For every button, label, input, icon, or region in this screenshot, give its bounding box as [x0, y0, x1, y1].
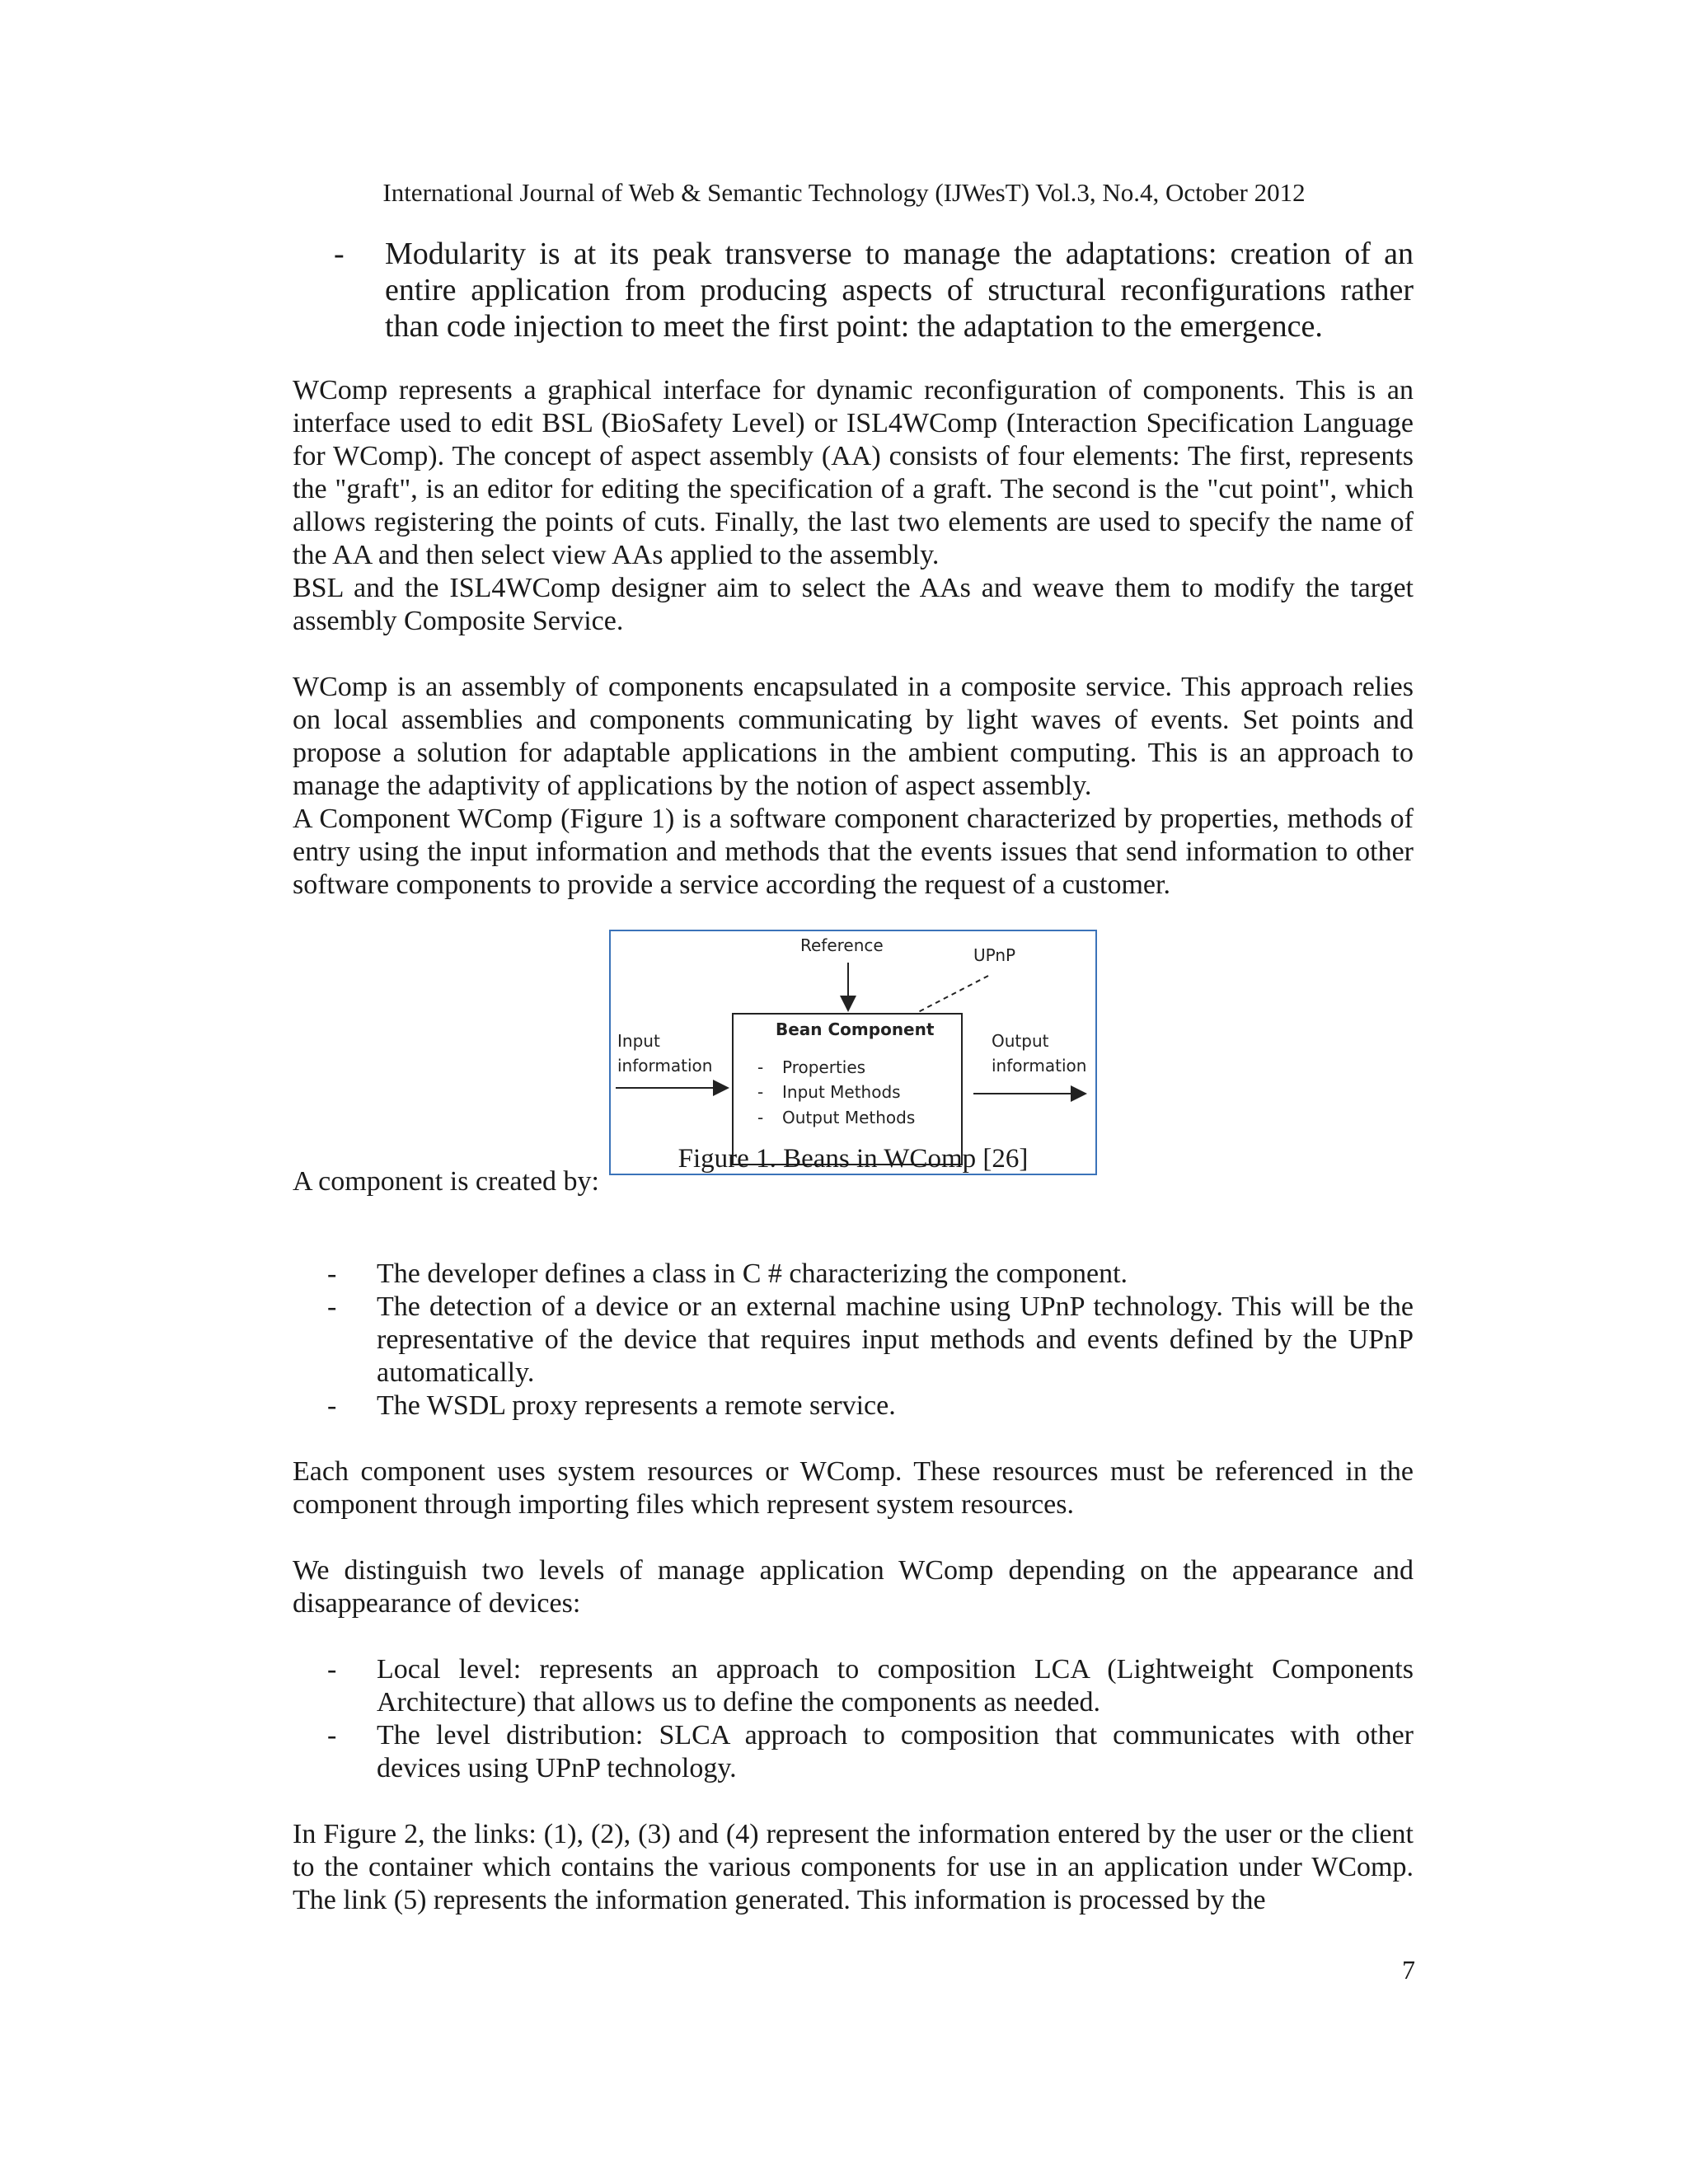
list-item: [293, 1653, 1414, 1719]
output-label-line1: Output: [992, 1031, 1049, 1051]
bean-item-input-methods: Input Methods: [782, 1082, 901, 1102]
list-item: [293, 1719, 1414, 1785]
list-item-text: The WSDL proxy represents a remote service.: [377, 1390, 896, 1421]
paragraph-figure-2-links: In Figure 2, the links: (1), (2), (3) and (4) represent the information entered by the user or the client to the container which contains the various components for use in an application under WComp. The link (5) represents the information generated. This information is processed by the: [293, 1819, 1414, 1915]
bean-dash-2: -: [757, 1082, 764, 1102]
bean-dash-3: -: [757, 1108, 764, 1127]
input-label-line1: Input: [617, 1031, 660, 1051]
bullet-dash: -: [327, 1291, 337, 1322]
paragraph-component-wcomp: A Component WComp (Figure 1) is a software component characterized by properties, methods of entry using the input information and methods that the events issues that send information to other software components to provide a service according the request of a customer.: [293, 804, 1414, 900]
paragraph-two-levels: We distinguish two levels of manage application WComp depending on the appearance and disappearance of devices:: [293, 1555, 1414, 1619]
intro-bullet-text: Modularity is at its peak transverse to manage the adaptations: creation of an entire application from producing aspects of structural reconfigurations rather than code injection to meet the first point: the adaptation to the emergence.: [385, 237, 1414, 344]
paragraph-wcomp-assembly: WComp is an assembly of components encapsulated in a composite service. This approach relies on local assemblies and components communicating by light waves of events. Set points and propose a solution for adaptable applications in the ambient computing. This is an approach to manage the adaptivity of applications by the notion of aspect assembly.: [293, 672, 1414, 801]
bullet-dash: -: [327, 1654, 337, 1685]
bullet-dash: -: [327, 1720, 337, 1750]
upnp-label: UPnP: [973, 945, 1016, 965]
bullet-dash: -: [327, 1390, 337, 1421]
bean-item-output-methods: Output Methods: [782, 1108, 916, 1127]
page-number: 7: [1402, 1955, 1415, 1985]
bean-item-properties: Properties: [782, 1057, 866, 1077]
beans-diagram: [609, 930, 1097, 1175]
reference-label: Reference: [800, 935, 884, 955]
paragraph-bsl-designer: BSL and the ISL4WComp designer aim to select the AAs and weave them to modify the target assembly Composite Service.: [293, 573, 1414, 636]
paragraph-wcomp-interface: WComp represents a graphical interface for dynamic reconfiguration of components. This is an interface used to edit BSL (BioSafety Level) or ISL4WComp (Interaction Specification Language for WComp). The concept of aspect assembly (AA) consists of four elements: The first, represents the "graft", is an editor for editing the specification of a graft. The second is the "cut point", which allows registering the points of cuts. Finally, the last two elements are used to specify the name of the AA and then select view AAs applied to the assembly.: [293, 375, 1414, 570]
figure-1: [293, 902, 1414, 1197]
bullet-dash: -: [327, 1258, 337, 1289]
intro-bullet-item: [293, 236, 1414, 344]
list-item: [293, 1291, 1414, 1390]
output-label-line2: information: [992, 1056, 1087, 1076]
bean-dash-1: -: [757, 1057, 764, 1077]
journal-header: International Journal of Web & Semantic Technology (IJWesT) Vol.3, No.4, October 2012: [382, 178, 1306, 207]
list-item: [293, 1258, 1414, 1291]
list-item-text: The level distribution: SLCA approach to composition that communicates with other devices using UPnP technology.: [377, 1720, 1414, 1783]
page-body: [293, 236, 1414, 1917]
list-item-text: The developer defines a class in C # characterizing the component.: [377, 1258, 1128, 1289]
list-item-text: The detection of a device or an external machine using UPnP technology. This will be the representative of the device that requires input methods and events defined by the UPnP automatically.: [377, 1291, 1414, 1388]
input-label-line2: information: [617, 1056, 713, 1076]
created-by-label: A component is created by:: [293, 1166, 600, 1197]
figure-caption: Figure 1. Beans in WComp [26]: [678, 1144, 1029, 1174]
list-item-text: Local level: represents an approach to composition LCA (Lightweight Components Architecture) that allows us to define the components as needed.: [377, 1654, 1414, 1718]
paragraph-system-resources: Each component uses system resources or WComp. These resources must be referenced in the component through importing files which represent system resources.: [293, 1456, 1414, 1520]
list-item: [293, 1390, 1414, 1422]
bullet-dash: -: [334, 237, 345, 271]
bean-component-title: Bean Component: [776, 1019, 935, 1039]
